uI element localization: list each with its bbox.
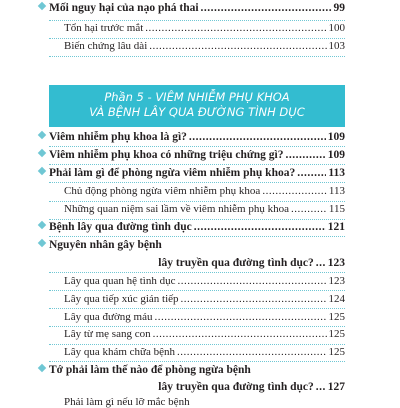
toc-entry-title: Bệnh lây qua đường tình dục <box>49 221 192 233</box>
toc-entry[interactable] <box>64 293 345 305</box>
toc-entry-page: 109 <box>327 149 345 161</box>
diamond-bullet-icon <box>38 131 46 139</box>
toc-entry-continuation[interactable] <box>64 257 345 269</box>
toc-entry-title: Lây qua tiếp xúc gián tiếp <box>64 293 179 305</box>
dot-leader <box>145 22 326 34</box>
toc-entry-title: Lây qua khám chữa bệnh <box>64 346 176 358</box>
diamond-bullet-icon <box>38 364 46 372</box>
toc-entry-page: 124 <box>328 293 345 305</box>
toc-entry-title: Mối nguy hại của nạo phá thai <box>49 2 199 14</box>
toc-entry-title: lây truyền qua đường tình dục? <box>158 257 314 269</box>
section-banner-line2: VÀ BỆNH LÂY QUA ĐƯỜNG TÌNH DỤC <box>89 105 305 119</box>
toc-entry-title: Viêm nhiễm phụ khoa có những triệu chứng gì? <box>49 149 284 161</box>
divider <box>49 56 345 57</box>
toc-entry[interactable] <box>49 221 345 233</box>
toc-entry-page: 115 <box>328 203 345 215</box>
toc-entry[interactable] <box>49 364 345 376</box>
toc-entry-title: Nguyên nhân gây bệnh <box>49 239 162 251</box>
diamond-bullet-icon <box>38 149 46 157</box>
toc-entry-page: 125 <box>328 328 345 340</box>
toc-entry-title: Chủ động phòng ngừa viêm nhiễm phụ khoa <box>64 185 261 197</box>
toc-entry-page: 127 <box>327 381 345 393</box>
dot-leader <box>153 328 327 340</box>
divider <box>49 361 345 362</box>
divider <box>49 201 345 202</box>
toc-entry[interactable] <box>49 167 345 179</box>
toc-entry[interactable] <box>64 311 345 323</box>
toc-entry[interactable] <box>64 328 345 340</box>
section-banner-line1: Phần 5 - VIÊM NHIỄM PHỤ KHOA <box>104 90 290 104</box>
divider <box>49 326 345 327</box>
toc-entry-title: Lây từ mẹ sang con <box>64 328 151 340</box>
divider <box>49 236 345 237</box>
dot-leader <box>291 203 327 215</box>
divider <box>49 308 345 309</box>
toc-entry[interactable] <box>64 185 345 197</box>
toc-entry-title: Tớ phải làm thế nào để phòng ngừa bệnh <box>49 364 251 376</box>
toc-entry-page: 113 <box>328 185 345 197</box>
toc-entry-title: Phải làm gì nếu lỡ mắc bệnh <box>64 396 190 408</box>
dot-leader <box>177 346 326 358</box>
toc-entry-page: 125 <box>328 346 345 358</box>
toc-entry-page: 121 <box>327 221 345 233</box>
toc-entry[interactable] <box>64 396 345 408</box>
divider <box>49 272 345 273</box>
toc-entry-title: Lây qua quan hệ tình dục <box>64 275 176 287</box>
toc-entry-page: 100 <box>328 22 345 34</box>
toc-entry[interactable] <box>64 40 345 52</box>
dot-leader <box>154 311 326 323</box>
dot-leader <box>262 185 327 197</box>
divider <box>49 38 345 39</box>
divider <box>49 182 345 183</box>
toc-entry-page: 123 <box>327 257 345 269</box>
diamond-bullet-icon <box>38 2 46 10</box>
diamond-bullet-icon <box>38 221 46 229</box>
divider <box>49 219 345 220</box>
toc-entry-title: Viêm nhiễm phụ khoa là gì? <box>49 131 187 143</box>
section-banner <box>49 85 345 127</box>
toc-entry-title: Lây qua đường máu <box>64 311 153 323</box>
divider <box>49 20 345 21</box>
toc-entry-page: 125 <box>328 311 345 323</box>
toc-entry-title: Những quan niệm sai lầm về viêm nhiễm phụ khoa <box>64 203 290 215</box>
toc-entry[interactable] <box>49 131 345 143</box>
divider <box>49 344 345 345</box>
dot-leader <box>181 293 327 305</box>
toc-entry-title: Tổn hại trước mắt <box>64 22 144 34</box>
dot-leader <box>316 257 326 269</box>
diamond-bullet-icon <box>38 239 46 247</box>
toc-entry[interactable] <box>64 275 345 287</box>
toc-entry-title: lây truyền qua đường tình dục? <box>158 381 314 393</box>
toc-entry-page: 123 <box>328 275 345 287</box>
toc-entry[interactable] <box>64 203 345 215</box>
toc-entry-continuation[interactable] <box>64 381 345 393</box>
toc-entry[interactable] <box>64 346 345 358</box>
toc-entry[interactable] <box>49 149 345 161</box>
toc-entry[interactable] <box>49 239 345 251</box>
dot-leader <box>194 221 326 233</box>
toc-entry[interactable] <box>64 22 345 34</box>
toc-entry[interactable] <box>49 2 345 14</box>
toc-entry-page: 113 <box>328 167 345 179</box>
dot-leader <box>201 2 332 14</box>
divider <box>49 146 345 147</box>
toc-entry-title: Phải làm gì để phòng ngừa viêm nhiễm phụ khoa? <box>49 167 296 179</box>
toc-entry-page: 109 <box>327 131 345 143</box>
dot-leader <box>316 381 326 393</box>
toc-entry-page: 99 <box>333 2 345 14</box>
dot-leader <box>178 275 327 287</box>
dot-leader <box>149 40 326 52</box>
dot-leader <box>285 149 325 161</box>
divider <box>49 164 345 165</box>
divider <box>49 290 345 291</box>
toc-entry-page: 103 <box>328 40 345 52</box>
dot-leader <box>189 131 326 143</box>
dot-leader <box>297 167 326 179</box>
diamond-bullet-icon <box>38 167 46 175</box>
toc-entry-title: Biến chứng lâu dài <box>64 40 148 52</box>
